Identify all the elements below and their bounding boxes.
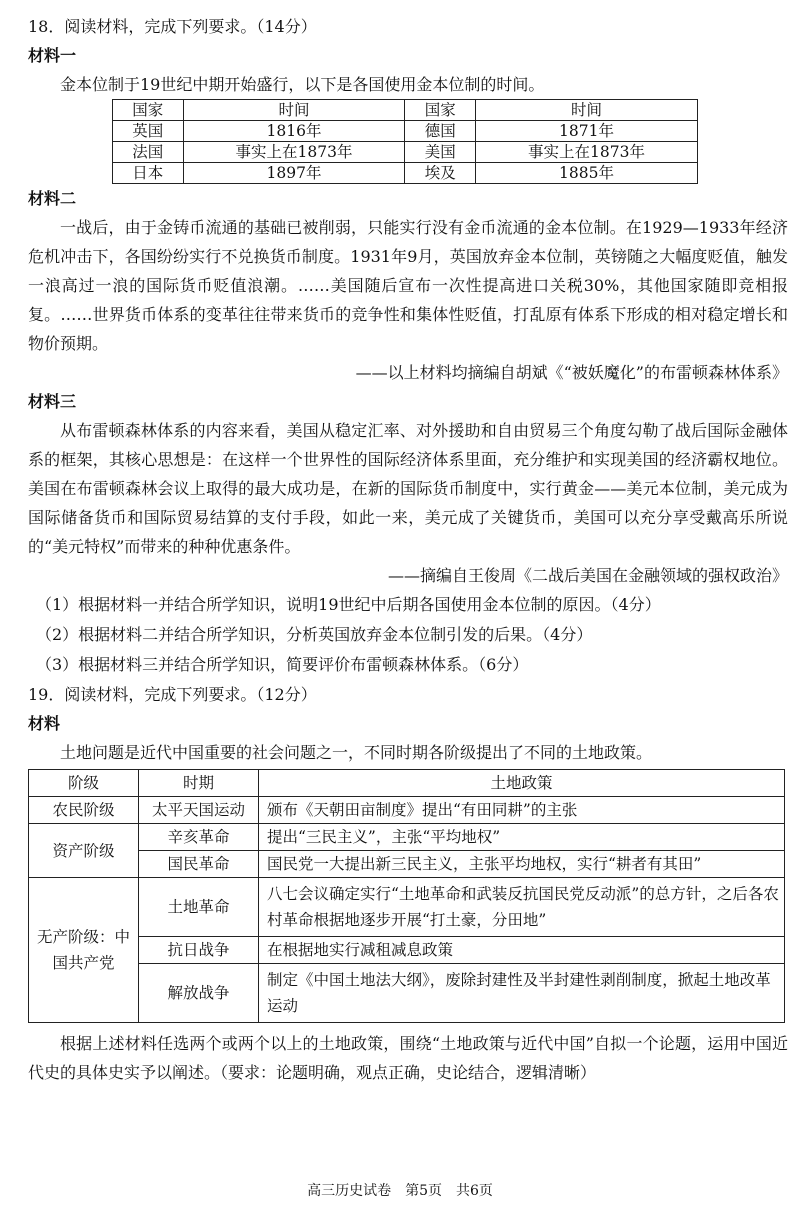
- period-cell: 太平天国运动: [139, 797, 259, 824]
- period-cell: 国民革命: [139, 851, 259, 878]
- class-cell: 农民阶级: [29, 797, 139, 824]
- table-cell: 1871年: [476, 121, 698, 142]
- table-header-row: [113, 100, 698, 121]
- policy-cell: 在根据地实行减租减息政策: [259, 937, 785, 964]
- table-header-row: [29, 770, 785, 797]
- material-1-label: 材料一: [28, 46, 77, 65]
- table-row: [29, 824, 785, 851]
- table-cell: 法国: [113, 142, 184, 163]
- table-row: [113, 163, 698, 184]
- table-cell: 1897年: [183, 163, 405, 184]
- table-row: [29, 851, 785, 878]
- table-header: 土地政策: [259, 770, 785, 797]
- material-3-text: 从布雷顿森林体系的内容来看，美国从稳定汇率、对外援助和自由贸易三个角度勾勒了战后国际金融体系的框架，其核心思想是：在这样一个世界性的国际经济体系里面，充分维护和实现美国的经济霸权地位。美国在布雷顿森林会议上取得的最大成功是，在新的国际货币制度中，实行黄金——美元本位制，美元成为国际储备货币和国际贸易结算的支付手段，如此一来，美元成了关键货币，美国可以充分享受戴高乐所说的“美元特权”而带来的种种优惠条件。: [28, 421, 788, 556]
- table-cell: 日本: [113, 163, 184, 184]
- table-row: [29, 964, 785, 1023]
- exam-page: [28, 12, 788, 1087]
- table-row: [29, 878, 785, 937]
- table-cell: 事实上在1873年: [183, 142, 405, 163]
- material-2-label: 材料二: [28, 189, 77, 208]
- page-footer: 高三历史试卷 第5页 共6页: [307, 1183, 493, 1199]
- q19-intro: 土地问题是近代中国重要的社会问题之一，不同时期各阶级提出了不同的土地政策。: [60, 743, 653, 762]
- policy-cell: 八七会议确定实行“土地革命和武装反抗国民党反动派”的总方针，之后各农村革命根据地逐步开展“打土豪，分田地”: [259, 878, 785, 937]
- table-header: 时间: [476, 100, 698, 121]
- sub-question-1: （1）根据材料一并结合所学知识，说明19世纪中后期各国使用金本位制的原因。（4分）: [36, 595, 661, 614]
- class-cell: 资产阶级: [29, 824, 139, 878]
- table-cell: 德国: [405, 121, 476, 142]
- sub-question-3: （3）根据材料三并结合所学知识，简要评价布雷顿森林体系。（6分）: [36, 655, 529, 674]
- table-row: [113, 121, 698, 142]
- table-cell: 1816年: [183, 121, 405, 142]
- table-cell: 1885年: [476, 163, 698, 184]
- land-policy-table: [28, 769, 785, 1023]
- policy-cell: 颁布《天朝田亩制度》提出“有田同耕”的主张: [259, 797, 785, 824]
- q18-title: 18．阅读材料，完成下列要求。（14分）: [28, 17, 317, 36]
- class-cell: 无产阶级：中国共产党: [29, 878, 139, 1023]
- material-3-label: 材料三: [28, 392, 77, 411]
- material-2-source: ——以上材料均摘编自胡斌《“被妖魔化”的布雷顿森林体系》: [355, 363, 788, 382]
- q19-task: 根据上述材料任选两个或两个以上的土地政策，围绕“土地政策与近代中国”自拟一个论题，运用中国近代史的具体史实予以阐述。（要求：论题明确，观点正确，史论结合，逻辑清晰）: [28, 1034, 788, 1082]
- policy-cell: 国民党一大提出新三民主义，主张平均地权，实行“耕者有其田”: [259, 851, 785, 878]
- period-cell: 抗日战争: [139, 937, 259, 964]
- table-header: 阶级: [29, 770, 139, 797]
- table-row: [113, 142, 698, 163]
- table-cell: 美国: [405, 142, 476, 163]
- gold-standard-table: [112, 99, 698, 184]
- material-2-text: 一战后，由于金铸币流通的基础已被削弱，只能实行没有金币流通的金本位制。在1929—1933年经济危机冲击下，各国纷纷实行不兑换货币制度。1931年9月，英国放弃金本位制，英镑随之大幅度贬值，触发一浪高过一浪的国际货币贬值浪潮。……美国随后宣布一次性提高进口关税30%，其他国家随即竞相报复。……世界货币体系的变革往往带来货币的竞争性和集体性贬值，打乱原有体系下形成的相对稳定增长和物价预期。: [28, 218, 788, 353]
- table-header: 国家: [113, 100, 184, 121]
- material-3-source: ——摘编自王俊周《二战后美国在金融领域的强权政治》: [387, 566, 788, 585]
- q19-material-label: 材料: [28, 714, 61, 733]
- period-cell: 土地革命: [139, 878, 259, 937]
- table-header: 时期: [139, 770, 259, 797]
- table-header: 国家: [405, 100, 476, 121]
- table-row: [29, 937, 785, 964]
- table-row: [29, 797, 785, 824]
- q19-title: 19．阅读材料，完成下列要求。（12分）: [28, 685, 317, 704]
- table-cell: 事实上在1873年: [476, 142, 698, 163]
- period-cell: 辛亥革命: [139, 824, 259, 851]
- policy-cell: 制定《中国土地法大纲》，废除封建性及半封建性剥削制度，掀起土地改革运动: [259, 964, 785, 1023]
- sub-question-2: （2）根据材料二并结合所学知识，分析英国放弃金本位制引发的后果。（4分）: [36, 625, 593, 644]
- period-cell: 解放战争: [139, 964, 259, 1023]
- policy-cell: 提出“三民主义”，主张“平均地权”: [259, 824, 785, 851]
- table-cell: 英国: [113, 121, 184, 142]
- table-cell: 埃及: [405, 163, 476, 184]
- table-header: 时间: [183, 100, 405, 121]
- material-1-intro: 金本位制于19世纪中期开始盛行，以下是各国使用金本位制的时间。: [60, 75, 545, 94]
